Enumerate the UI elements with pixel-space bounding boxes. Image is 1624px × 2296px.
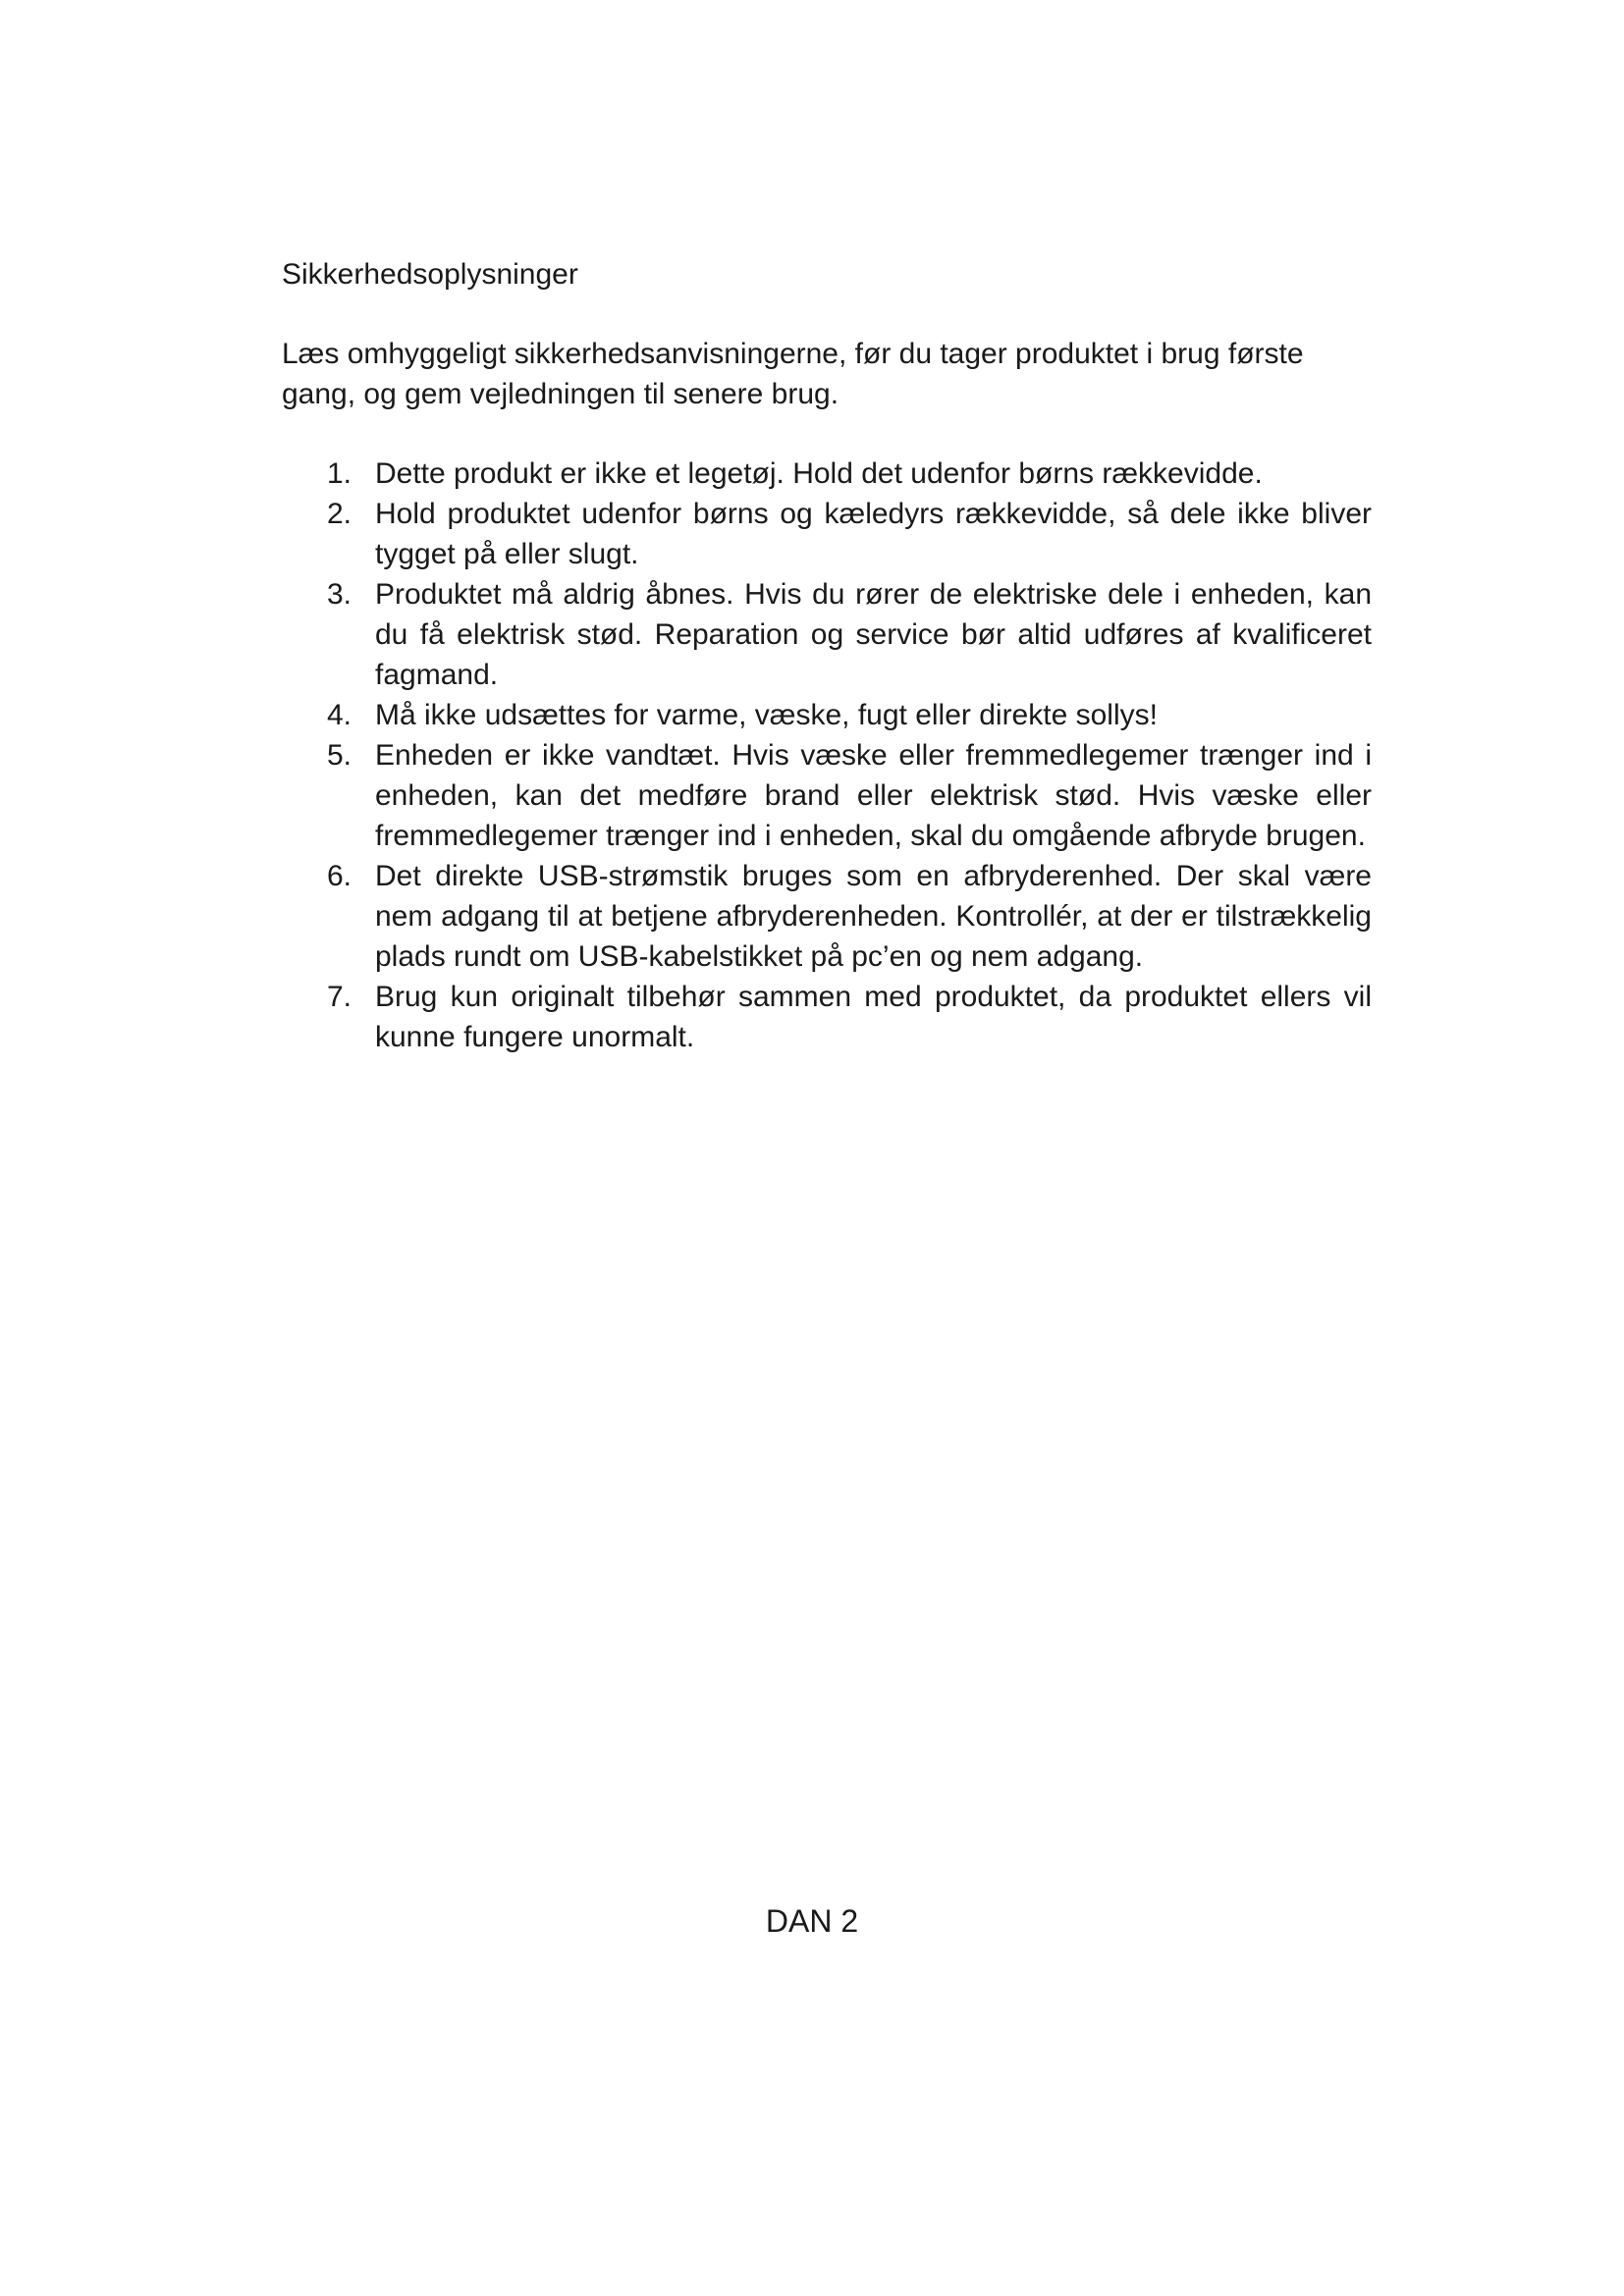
list-item-text: Produktet må aldrig åbnes. Hvis du rører de elektriske dele i enheden, kan du få elektrisk stød. Reparation og service bør altid udføres af kvalificeret fagmand. xyxy=(375,578,1372,691)
list-item xyxy=(282,977,1372,1057)
list-item-number: 6. xyxy=(327,860,352,892)
safety-list xyxy=(282,454,1381,1057)
safety-section xyxy=(282,254,1381,1057)
page-number: DAN 2 xyxy=(765,1903,859,1939)
intro-paragraph: Læs omhyggeligt sikkerhedsanvisningerne, før du tager produktet i brug første gang, og gem vejledningen til senere brug. xyxy=(282,338,1304,410)
list-item xyxy=(282,695,1372,735)
list-item-text: Dette produkt er ikke et legetøj. Hold det udenfor børns rækkevidde. xyxy=(375,457,1263,490)
list-item xyxy=(282,454,1372,494)
list-item-number: 4. xyxy=(327,699,352,731)
list-item-number: 1. xyxy=(327,457,352,490)
list-item-text: Brug kun originalt tilbehør sammen med produktet, da produktet ellers vil kunne fungere unormalt. xyxy=(375,981,1372,1053)
list-item xyxy=(282,735,1372,856)
list-item-number: 7. xyxy=(327,981,352,1013)
list-item xyxy=(282,574,1372,695)
list-item-text: Hold produktet udenfor børns og kæledyrs rækkevidde, så dele ikke bliver tygget på eller slugt. xyxy=(375,498,1372,570)
list-item-number: 2. xyxy=(327,498,352,530)
list-item-text: Enheden er ikke vandtæt. Hvis væske eller fremmedlegemer trænger ind i enheden, kan det medføre brand eller elektrisk stød. Hvis væske eller fremmedlegemer trænger ind i enheden, skal du omgående afbryde brugen. xyxy=(375,739,1372,852)
list-item xyxy=(282,494,1372,574)
list-item-number: 3. xyxy=(327,578,352,611)
list-item-number: 5. xyxy=(327,739,352,772)
list-item xyxy=(282,856,1372,977)
list-item-text: Det direkte USB-strømstik bruges som en afbryderenhed. Der skal være nem adgang til at betjene afbryderenheden. Kontrollér, at der er tilstrækkelig plads rundt om USB-kabelstikket på pc’en og nem adgang. xyxy=(375,860,1372,973)
list-item-text: Må ikke udsættes for varme, væske, fugt eller direkte sollys! xyxy=(375,699,1158,731)
section-heading: Sikkerhedsoplysninger xyxy=(282,258,578,291)
